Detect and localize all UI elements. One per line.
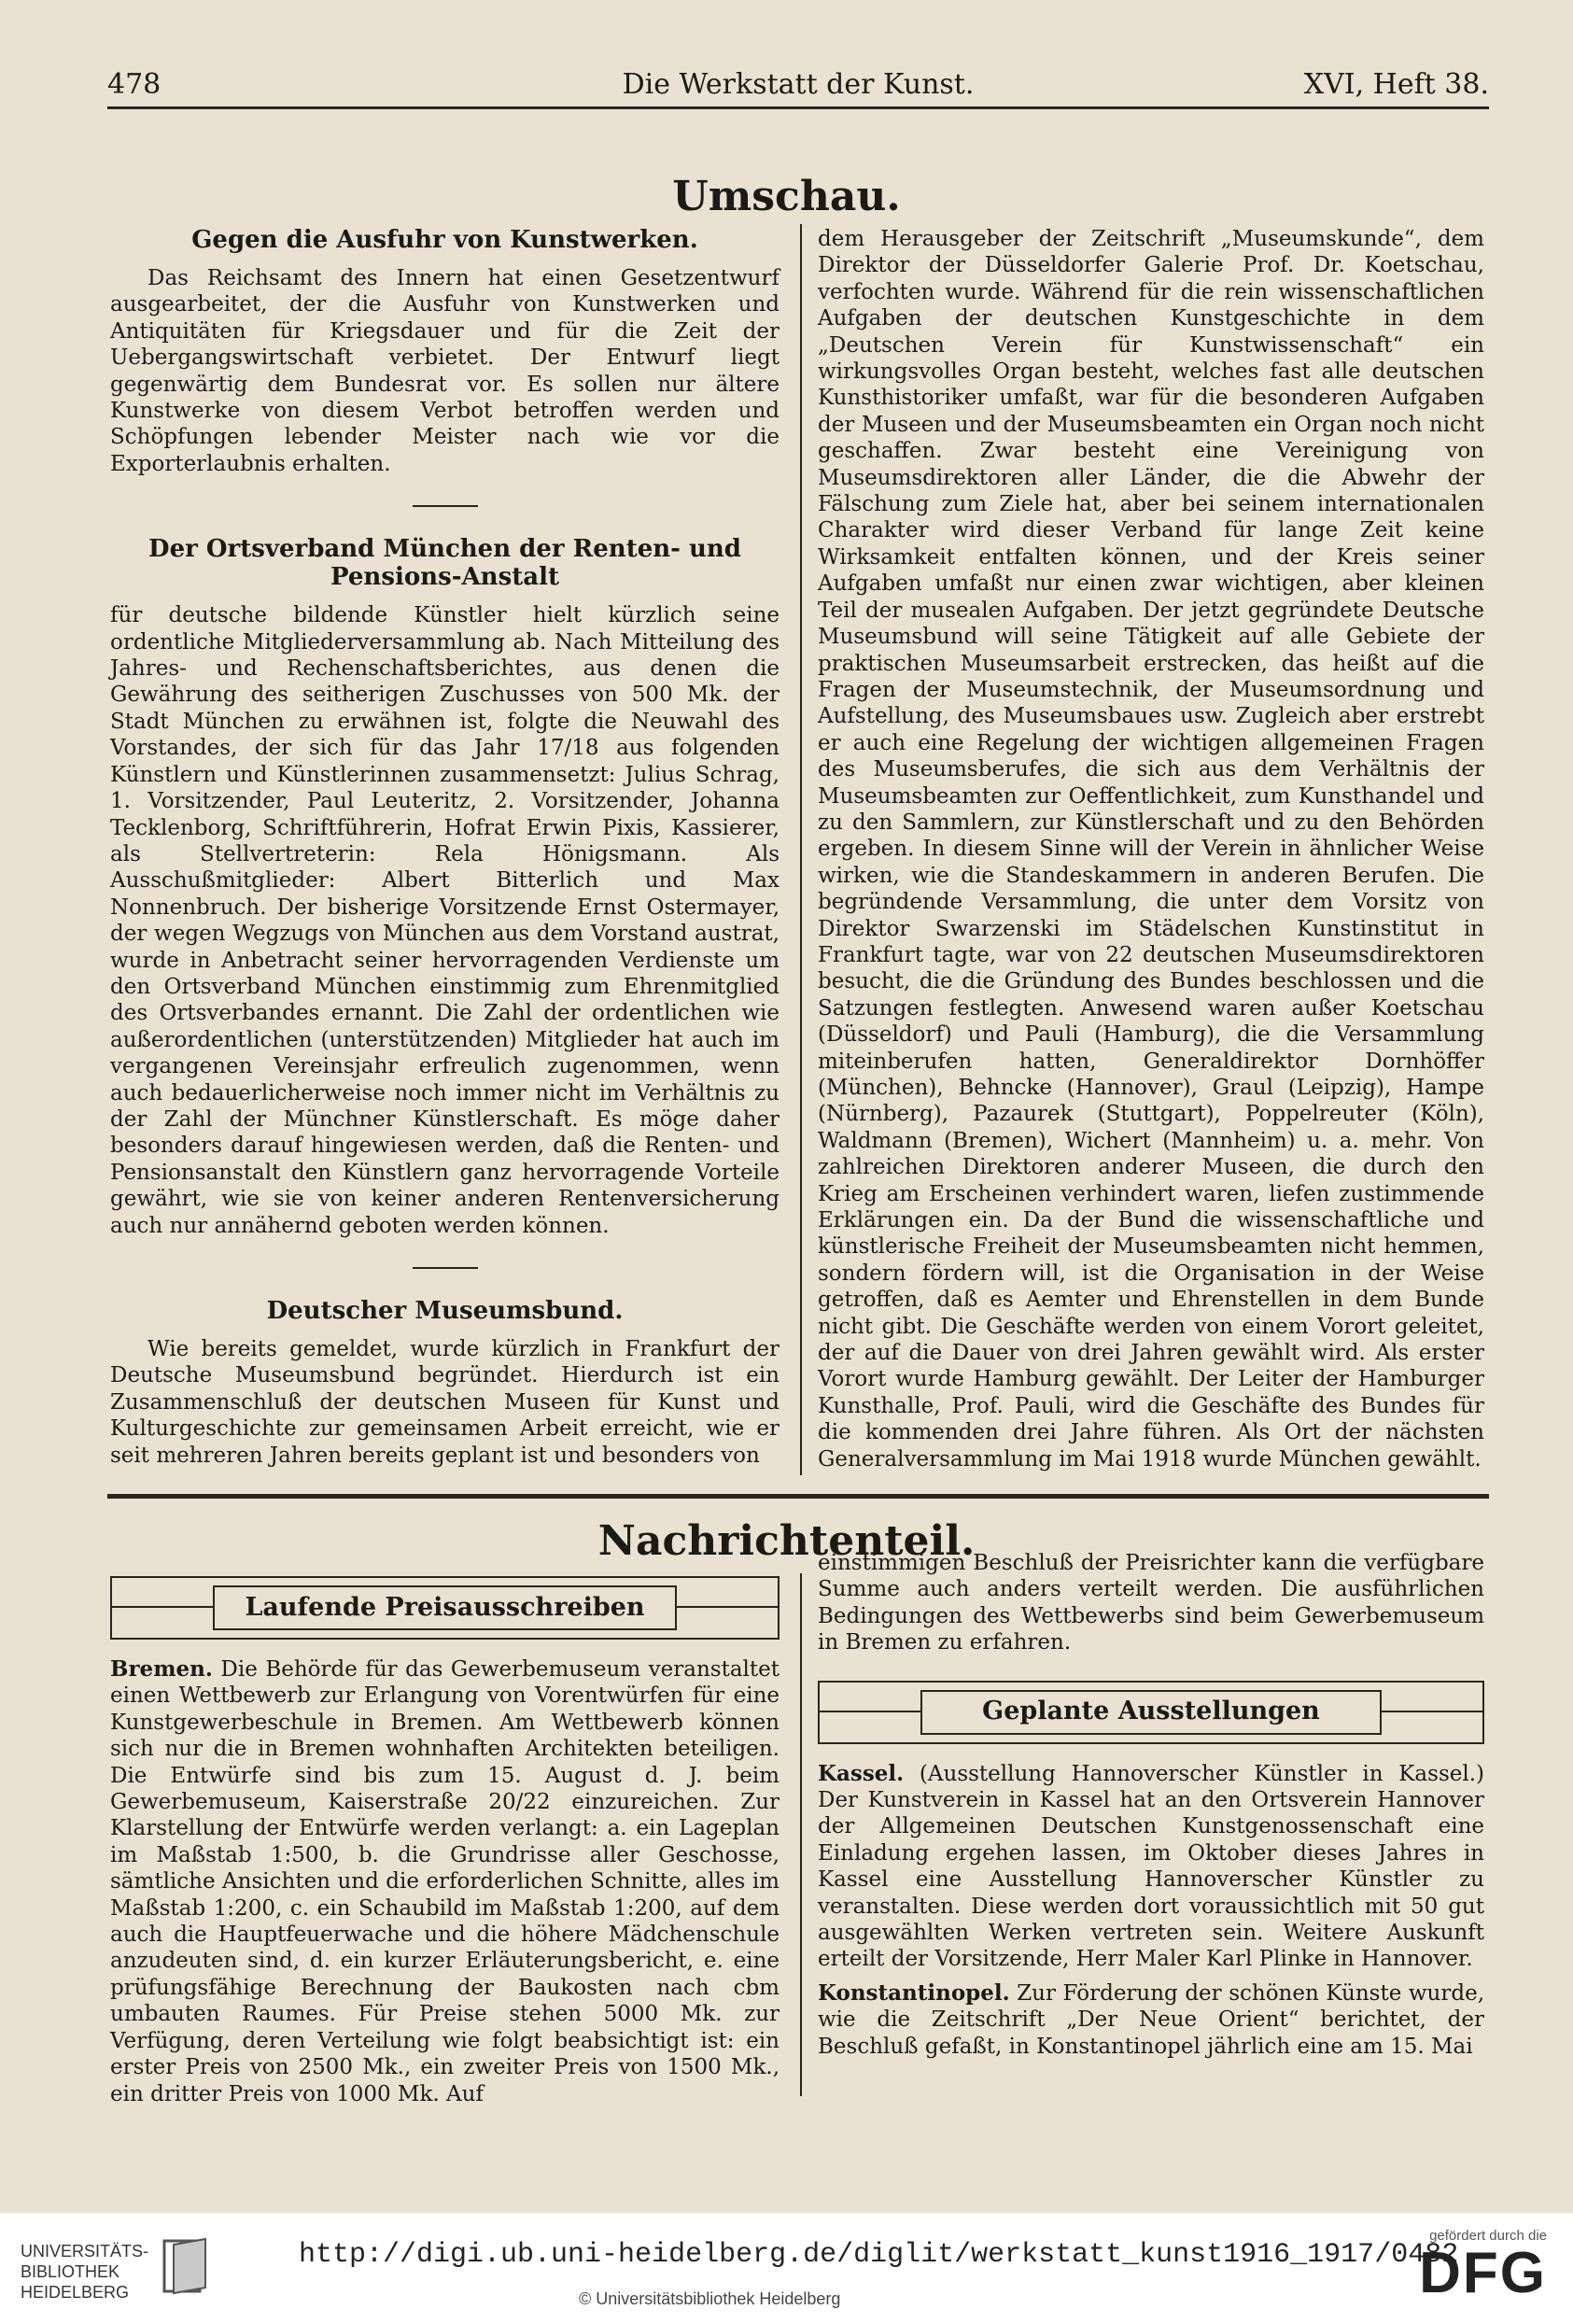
- heading-box-preisausschreiben: [110, 1576, 779, 1640]
- umschau-title: Umschau.: [672, 173, 901, 220]
- entry-place: Bremen.: [110, 1656, 213, 1682]
- separator: [413, 505, 478, 507]
- article-text-ortsverband: für deutsche bildende Künstler hielt kürzlich seine ordentliche Mitgliederversammlung ab. Nach Mitteilung des Jahres- und Rechenschaftsberichtes, aus denen die Gewährung des seitherigen Zuschusses von 500 Mk. der Stadt München zu erwähnen ist, folgte die Neuwahl des Vorstandes, der sich für das Jahr 17/18 aus folgenden Künstlern und Künstlerinnen zusammensetzt: Julius Schrag, 1. Vorsitzender, Paul Leuteritz, 2. Vorsitzender, Johanna Tecklenborg, Schriftführerin, Hofrat Erwin Pixis, Kassierer, als Stellvertreterin: Rela Hönigsmann. Als Ausschußmitglieder: Albert Bitterlich und Max Nonnenbruch. Der bisherige Vorsitzende Ernst Ostermayer, der wegen Wegzugs von München aus dem Vorstand austrat, wurde in Anbetracht seiner hervorragenden Verdienste um den Ortsverband München einstimmig zum Ehrenmitglied des Ortsverbandes ernannt. Die Zahl der ordentlichen wie außerordentlichen (unterstützenden) Mitglieder hat auch im vergangenen Vereinsjahr erfreulich zugenommen, wenn auch bedauerlicherweise noch immer nicht im Verhältnis zu der Zahl der Münchner Künstlerschaft. Es möge daher besonders darauf hingewiesen werden, daß die Renten- und Pensionsanstalt den Künstlern ganz hervorragende Vorteile gewährt, wie sie von keiner anderen Rentenversicherung auch nur annähernd geboten werden können.: [110, 603, 779, 1238]
- page-number: 478: [107, 68, 162, 101]
- heading-box-ausstellungen: [818, 1681, 1484, 1744]
- nachrichten-title: Nachrichtenteil.: [597, 1517, 976, 1565]
- viewer-footer: [0, 2213, 1573, 2324]
- funded-by-label: gefördert durch die: [1429, 2228, 1547, 2244]
- permalink-url[interactable]: http://digi.ub.uni-heidelberg.de/diglit/werkstatt_kunst1916_1917/0482: [299, 2239, 1459, 2271]
- library-logo[interactable]: [21, 2241, 226, 2303]
- article-text-ausfuhr: Das Reichsamt des Innern hat einen Gesetzentwurf ausgearbeitet, der die Ausfuhr von Kunstwerken und Antiquitäten für Kriegsdauer und für die Zeit der Uebergangswirtschaft verbietet. Der Entwurf liegt gegenwärtig dem Bundesrat vor. Es sollen nur ältere Kunstwerke von diesem Verbot betroffen werden und Schöpfungen lebender Meister nach wie vor die Exporterlaubnis erhalten.: [110, 266, 779, 476]
- entry-text: (Ausstellung Hannoverscher Künstler in Kassel.) Der Kunstverein in Kassel hat an den Ortsverein Hannover der Allgemeinen Deutschen Kunstgenossenschaft eine Einladung ergehen lassen, im Oktober dieses Jahres in Kassel eine Ausstellung Hannoverscher Künstler zu veranstalten. Diese werden dort voraussichtlich mit 50 gut ausgewählten Werken vertreten sein. Weitere Auskunft erteilt der Vorsitzende, Herr Maler Karl Plinke in Hannover.: [818, 1761, 1485, 1972]
- article-text-museumsbund: Wie bereits gemeldet, wurde kürzlich in Frankfurt der Deutsche Museumsbund begründet. Hierdurch ist ein Zusammenschluß der deutschen Museen für Kunst und Kulturgeschichte zur gemeinsamen Arbeit erreicht, wie er seit mehreren Jahren bereits geplant ist und besonders von: [110, 1337, 779, 1468]
- umschau-left-column: [110, 226, 779, 1469]
- dfg-wordmark: DFG: [1419, 2241, 1547, 2305]
- library-book-icon: [161, 2237, 209, 2295]
- entry-text: Zur Förderung der schönen Künste wurde, wie die Zeitschrift „Der Neue Orient“ berichtet, der Beschluß gefaßt, in Konstantinopel jährlich eine am 15. Mai: [818, 1980, 1485, 2059]
- copyright-notice: © Universitätsbibliothek Heidelberg: [579, 2289, 841, 2308]
- entry-text: Die Behörde für das Gewerbemuseum veranstaltet einen Wettbewerb zur Erlangung von Vorentwürfen für eine Kunstgewerbeschule in Bremen. Am Wettbewerb können sich nur die in Bremen wohnhaften Architekten beteiligen. Die Entwürfe sind bis zum 15. August d. J. beim Gewerbemuseum, Kaiserstraße 20/22 einzureichen. Zur Klarstellung der Entwürfe werden verlangt: a. ein Lageplan im Maßstab 1:500, b. die Grundrisse aller Geschosse, sämtliche Ansichten und die erforderlichen Schnitte, alles im Maßstab 1:200, c. ein Schaubild im Maßstab 1:200, auf dem auch die Hauptfeuerwache und die höhere Mädchenschule anzudeuten sind, d. ein kurzer Erläuterungsbericht, e. eine prüfungsfähige Berechnung der Baukosten nach cbm umbauten Raumes. Für Preise stehen 5000 Mk. zur Verfügung, deren Verteilung wie folgt beabsichtigt ist: ein erster Preis von 2500 Mk., ein zweiter Preis von 1500 Mk., ein dritter Preis von 1000 Mk. Auf: [110, 1657, 780, 2106]
- entry-bremen: [110, 1656, 779, 2107]
- nachrichten-left-column: [110, 1576, 779, 2107]
- library-name-line3: HEIDELBERG: [21, 2283, 130, 2302]
- heading-label: Laufende Preisausschreiben: [213, 1585, 677, 1630]
- journal-title: Die Werkstatt der Kunst.: [622, 68, 975, 101]
- running-header: [107, 60, 1489, 109]
- column-divider: [800, 224, 802, 1475]
- heading-label: Geplante Ausstellungen: [920, 1690, 1382, 1735]
- library-name-line1: UNIVERSITÄTS-: [21, 2242, 149, 2261]
- article-heading-museumsbund: Deutscher Museumsbund.: [266, 1297, 624, 1325]
- article-heading-ausfuhr: Gegen die Ausfuhr von Kunstwerken.: [191, 226, 698, 254]
- entry-place: Kassel.: [818, 1760, 905, 1786]
- issue-label: XVI, Heft 38.: [1303, 68, 1489, 101]
- library-name-line2: BIBLIOTHEK: [21, 2262, 120, 2281]
- entry-kassel: [818, 1761, 1484, 1973]
- separator: [413, 1267, 478, 1269]
- entry-konstantinopel: [818, 1980, 1484, 2060]
- entry-place: Konstantinopel.: [818, 1979, 1010, 2006]
- article-text-museumsbund-continued: dem Herausgeber der Zeitschrift „Museumskunde“, dem Direktor der Düsseldorfer Galerie Prof. Dr. Koetschau, verfochten wurde. Während für die rein wissenschaftlichen Aufgaben der deutschen Kunstgeschichte in dem „Deutschen Verein für Kunstwissenschaft“ ein wirkungsvolles Organ besteht, welches fast alle deutschen Kunsthistoriker umfaßt, war für die besonderen Aufgaben der Museen und der Museumsbeamten ein Organ noch nicht geschaffen. Zwar besteht eine Vereinigung von Museumsdirektoren aller Länder, die die Abwehr der Fälschung zum Ziele hat, aber bei seinem internationalen Charakter wird dieser Verband für lange Zeit keine Wirksamkeit entfalten können, und der Kreis seiner Aufgaben umfaßt nur einen zwar wichtigen, aber kleinen Teil der musealen Aufgaben. Der jetzt gegründete Deutsche Museumsbund will seine Tätigkeit auf alle Gebiete der praktischen Museumsarbeit erstrecken, das heißt auf die Fragen der Museumstechnik, der Museumsordnung und Aufstellung, des Museumsbaues usw. Zugleich aber erstrebt er auch eine Regelung der wichtigen allgemeinen Fragen des Museumsberufes, die sich aus dem Verhältnis der Museumsbeamten zur Oeffentlichkeit, zum Kunsthandel und zu den Sammlern, zur Künstlerschaft und zu den Behörden ergeben. In diesem Sinne will der Verein in ähnlicher Weise wirken, wie die Standeskammern in anderen Berufen. Die begründende Versammlung, die unter dem Vorsitz von Direktor Swarzenski im Städelschen Kunstinstitut in Frankfurt tagte, war von 22 deutschen Museumsdirektoren besucht, die die Gründung des Bundes beschlossen und die Satzungen festlegten. Anwesend waren außer Koetschau (Düsseldorf) und Pauli (Hamburg), die die Versammlung miteinberufen hatten, Generaldirektor Dornhöffer (München), Behncke (Hannover), Graul (Leipzig), Hampe (Nürnberg), Pazaurek (Stuttgart), Poppelreuter (Köln), Waldmann (Bremen), Wichert (Mannheim) u. a. mehr. Von zahlreichen Direktoren anderer Museen, die durch den Krieg am Erscheinen verhindert waren, liefen zustimmende Erklärungen ein. Da der Bund die wissenschaftliche und künstlerische Freiheit der Museumsbeamten nicht hemmen, sondern fördern will, ist die Organisation in der Weise getroffen, daß es Aemter und Ehrenstellen in dem Bunde nicht gibt. Die Geschäfte werden von einem Vorort geleitet, der auf die Dauer von drei Jahren gewählt wird. Als erster Vorort wurde Hamburg gewählt. Der Leiter der Hamburger Kunsthalle, Prof. Pauli, wird die Geschäfte des Bundes für die kommenden drei Jahre führen. Als Ort der nächsten Generalversammlung im Mai 1918 wurde München gewählt.: [818, 227, 1484, 1472]
- column-divider: [800, 1573, 802, 2096]
- section-rule: [107, 1494, 1489, 1499]
- umschau-right-column: [818, 226, 1484, 1472]
- entry-bremen-continued: einstimmigen Beschluß der Preisrichter kann die verfügbare Summe auch anders verteilt werden. Die ausführlichen Bedingungen des Wettbewerbs sind beim Gewerbemuseum in Bremen zu erfahren.: [818, 1551, 1484, 1655]
- nachrichten-right-column: [818, 1550, 1484, 2060]
- article-heading-ortsverband: Der Ortsverband München der Renten- und Pensions-Anstalt: [148, 535, 741, 592]
- dfg-logo[interactable]: [1419, 2228, 1547, 2303]
